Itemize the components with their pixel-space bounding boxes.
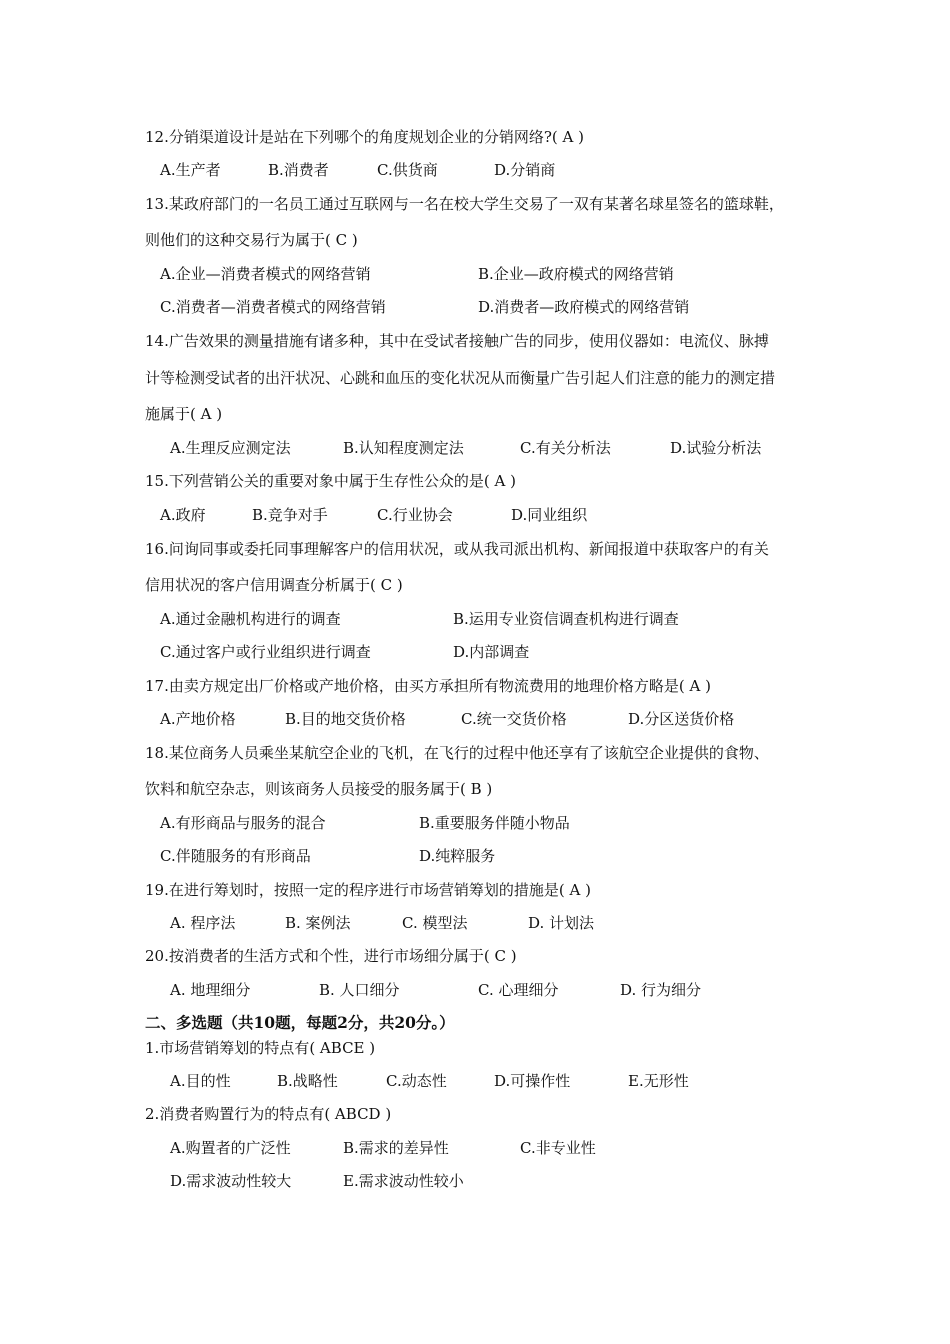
question-14-option-b: B.认知程度测定法	[343, 439, 464, 457]
section-2-heading: 二、多选题（共10题，每题2分，共20分。）	[145, 1013, 455, 1032]
question-16-option-c: C.通过客户或行业组织进行调查	[160, 643, 371, 661]
question-17-option-c: C.统一交货价格	[461, 710, 567, 728]
question-18-option-d: D.纯粹服务	[419, 847, 496, 865]
question-20-option-b: B. 人口细分	[319, 981, 400, 999]
question-20-option-c: C. 心理细分	[478, 981, 559, 999]
question-18-option-a: A.有形商品与服务的混合	[160, 814, 326, 832]
question-18-option-c: C.伴随服务的有形商品	[160, 847, 311, 865]
question-12-option-c: C.供货商	[377, 161, 438, 179]
question-16-option-a: A.通过金融机构进行的调查	[160, 610, 341, 628]
question-20-stem: 20.按消费者的生活方式和个性，进行市场细分属于( C )	[145, 947, 517, 965]
question-13-option-c: C.消费者—消费者模式的网络营销	[160, 298, 386, 316]
multi-question-1-option-e: E.无形性	[628, 1072, 689, 1090]
question-19-option-c: C. 模型法	[402, 914, 468, 932]
question-14-option-a: A.生理反应测定法	[170, 439, 291, 457]
question-14-stem-line1: 14.广告效果的测量措施有诸多种，其中在受试者接触广告的同步，使用仪器如：电流仪、脉搏	[145, 332, 769, 350]
multi-question-1-option-a: A.目的性	[170, 1072, 231, 1090]
question-12-option-b: B.消费者	[268, 161, 329, 179]
question-13-option-d: D.消费者—政府模式的网络营销	[478, 298, 690, 316]
question-19-stem: 19.在进行筹划时，按照一定的程序进行市场营销筹划的措施是( A )	[145, 881, 591, 899]
question-16-stem-line2: 信用状况的客户信用调查分析属于( C )	[145, 576, 403, 594]
question-12-option-d: D.分销商	[494, 161, 556, 179]
question-15-stem: 15.下列营销公关的重要对象中属于生存性公众的是( A )	[145, 472, 516, 490]
question-12-option-a: A.生产者	[160, 161, 221, 179]
multi-question-2-stem: 2.消费者购置行为的特点有( ABCD )	[145, 1105, 392, 1123]
question-18-stem-line1: 18.某位商务人员乘坐某航空企业的飞机，在飞行的过程中他还享有了该航空企业提供的食物、	[145, 744, 769, 762]
question-14-stem-line3: 施属于( A )	[145, 405, 223, 423]
multi-question-2-option-d: D.需求波动性较大	[170, 1172, 292, 1190]
question-17-option-d: D.分区送货价格	[628, 710, 735, 728]
question-14-option-d: D.试验分析法	[670, 439, 762, 457]
question-18-option-b: B.重要服务伴随小物品	[419, 814, 570, 832]
question-15-option-d: D.同业组织	[511, 506, 588, 524]
multi-question-1-option-d: D.可操作性	[494, 1072, 571, 1090]
question-20-option-d: D. 行为细分	[620, 981, 702, 999]
question-15-option-c: C.行业协会	[377, 506, 453, 524]
question-16-option-b: B.运用专业资信调查机构进行调查	[453, 610, 679, 628]
question-16-option-d: D.内部调查	[453, 643, 530, 661]
question-19-option-b: B. 案例法	[285, 914, 351, 932]
multi-question-2-option-a: A.购置者的广泛性	[170, 1139, 291, 1157]
question-13-option-b: B.企业—政府模式的网络营销	[478, 265, 674, 283]
question-16-stem-line1: 16.问询同事或委托同事理解客户的信用状况，或从我司派出机构、新闻报道中获取客户的有关	[145, 540, 769, 558]
question-13-option-a: A.企业—消费者模式的网络营销	[160, 265, 371, 283]
multi-question-2-option-c: C.非专业性	[520, 1139, 596, 1157]
question-14-stem-line2: 计等检测受试者的出汗状况、心跳和血压的变化状况从而衡量广告引起人们注意的能力的测定措	[145, 369, 776, 387]
question-13-stem-line2: 则他们的这种交易行为属于( C )	[145, 231, 358, 249]
question-15-option-a: A.政府	[160, 506, 206, 524]
question-18-stem-line2: 饮料和航空杂志，则该商务人员接受的服务属于( B )	[145, 780, 493, 798]
multi-question-1-option-b: B.战略性	[277, 1072, 338, 1090]
question-17-option-a: A.产地价格	[160, 710, 236, 728]
question-12-stem: 12.分销渠道设计是站在下列哪个的角度规划企业的分销网络?( A )	[145, 128, 584, 146]
question-15-option-b: B.竞争对手	[252, 506, 328, 524]
multi-question-2-option-e: E.需求波动性较小	[343, 1172, 464, 1190]
question-14-option-c: C.有关分析法	[520, 439, 611, 457]
question-19-option-a: A. 程序法	[170, 914, 236, 932]
question-17-option-b: B.目的地交货价格	[285, 710, 406, 728]
multi-question-1-option-c: C.动态性	[386, 1072, 447, 1090]
question-20-option-a: A. 地理细分	[170, 981, 251, 999]
multi-question-2-option-b: B.需求的差异性	[343, 1139, 449, 1157]
question-13-stem-line1: 13.某政府部门的一名员工通过互联网与一名在校大学生交易了一双有某著名球星签名的篮球鞋，	[145, 195, 784, 213]
multi-question-1-stem: 1.市场营销筹划的特点有( ABCE )	[145, 1039, 376, 1057]
question-17-stem: 17.由卖方规定出厂价格或产地价格，由买方承担所有物流费用的地理价格方略是( A )	[145, 677, 711, 695]
question-19-option-d: D. 计划法	[528, 914, 595, 932]
